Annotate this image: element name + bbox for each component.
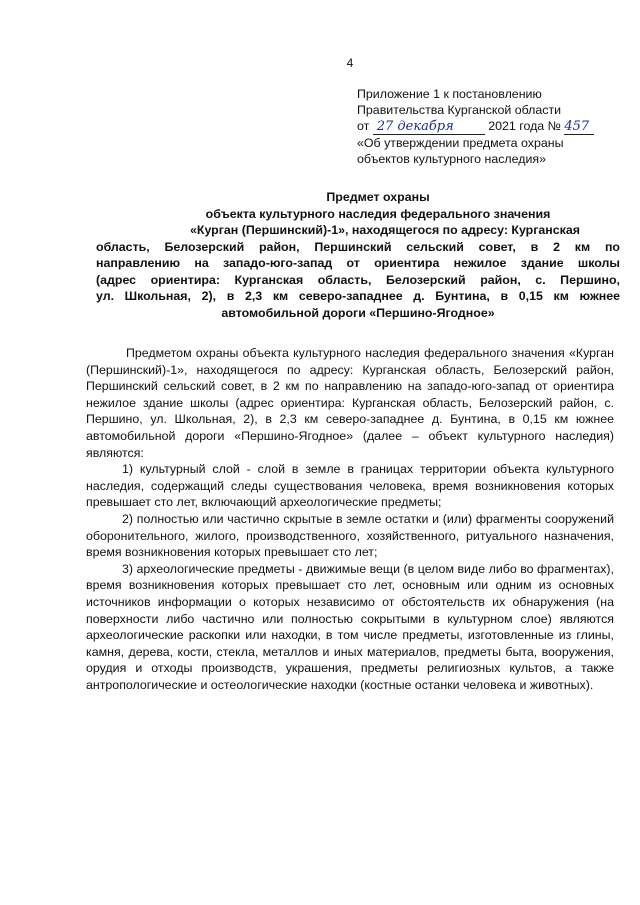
document-body — [86, 345, 614, 693]
title-line-4: область, Белозерский район, Першинский сельский совет, в 2 км по — [96, 239, 620, 254]
title-line-3: «Курган (Першинский)-1», находящегося по адресу: Курганская — [189, 223, 580, 237]
appendix-date-line — [357, 118, 627, 135]
title-line-8: автомобильной дороги «Першино-Ягодное» — [221, 305, 495, 320]
title-line-6: (адрес ориентира: Курганская область, Белозерский район, с. Першино, — [96, 272, 620, 287]
appendix-line-5: объектов культурного наследия» — [357, 152, 547, 166]
title-line-2: объекта культурного наследия федерального значения — [205, 206, 551, 221]
year-text: 2021 года № — [488, 119, 561, 133]
appendix-line-1: Приложение 1 к постановлению — [357, 87, 542, 101]
handwritten-number: 457 — [564, 120, 594, 135]
list-item-1: 1) культурный слой - слой в земле в границах территории объекта культурного наследия, содержащий следы существования человека, время возникновения которых превышает сто лет, включающий археологические предметы; — [86, 462, 614, 510]
list-item-2: 2) полностью или частично скрытые в земле остатки и (или) фрагменты сооружений оборонительного, жилого, производственного, хозяйственного, ритуального назначения, время возникновения которых превышает сто лет; — [86, 511, 614, 560]
title-line-7: ул. Школьная, 2), в 2,3 км северо-западнее д. Бунтина, в 0,15 км южнее — [96, 289, 620, 303]
date-prefix: от — [357, 119, 370, 133]
title-line-1: Предмет охраны — [326, 190, 430, 204]
appendix-header — [357, 86, 627, 167]
page-number: 4 — [346, 56, 354, 70]
handwritten-date: 27 декабря — [373, 120, 485, 135]
list-item-3: 3) археологические предметы - движимые вещи (в целом виде либо во фрагментах), время возникновения которых превышает сто лет, основным или одним из основных источников информации о которых независимо от обстоятельств их обнаружения (на поверхности либо частично или полностью сокрытыми в культурном слое) являются археологические раскопки или находки, в том числе предметы, изготовленные из глины, камня, дерева, кости, стекла, металлов и иных материалов, предметы быта, вооружения, орудия и отходы производств, украшения, предметы религиозных культов, а также антропологические и остеологические находки (костные останки человека и животных). — [86, 561, 614, 692]
title-line-5: направлению на западо-юго-запад от ориентира нежилое здание школы — [96, 256, 620, 270]
document-title — [96, 189, 620, 321]
appendix-line-2: Правительства Курганской области — [357, 103, 562, 117]
appendix-line-4: «Об утверждении предмета охраны — [357, 136, 564, 150]
intro-paragraph: Предметом охраны объекта культурного наследия федерального значения «Курган (Першинский)-1», находящегося по адресу: Курганская область, Белозерский район, Першинский сельский совет, в 2 км по направлению на западо-юго-запад от ориентира нежилое здание школы (адрес ориентира: Курганская область, Белозерский район, с. Першино, ул. Школьная, 2), в 2,3 км северо-западнее д. Бунтина, в 0,15 км южнее автомобильной дороги «Першино-Ягодное» (далее – объект культурного наследия) являются: — [86, 346, 614, 460]
